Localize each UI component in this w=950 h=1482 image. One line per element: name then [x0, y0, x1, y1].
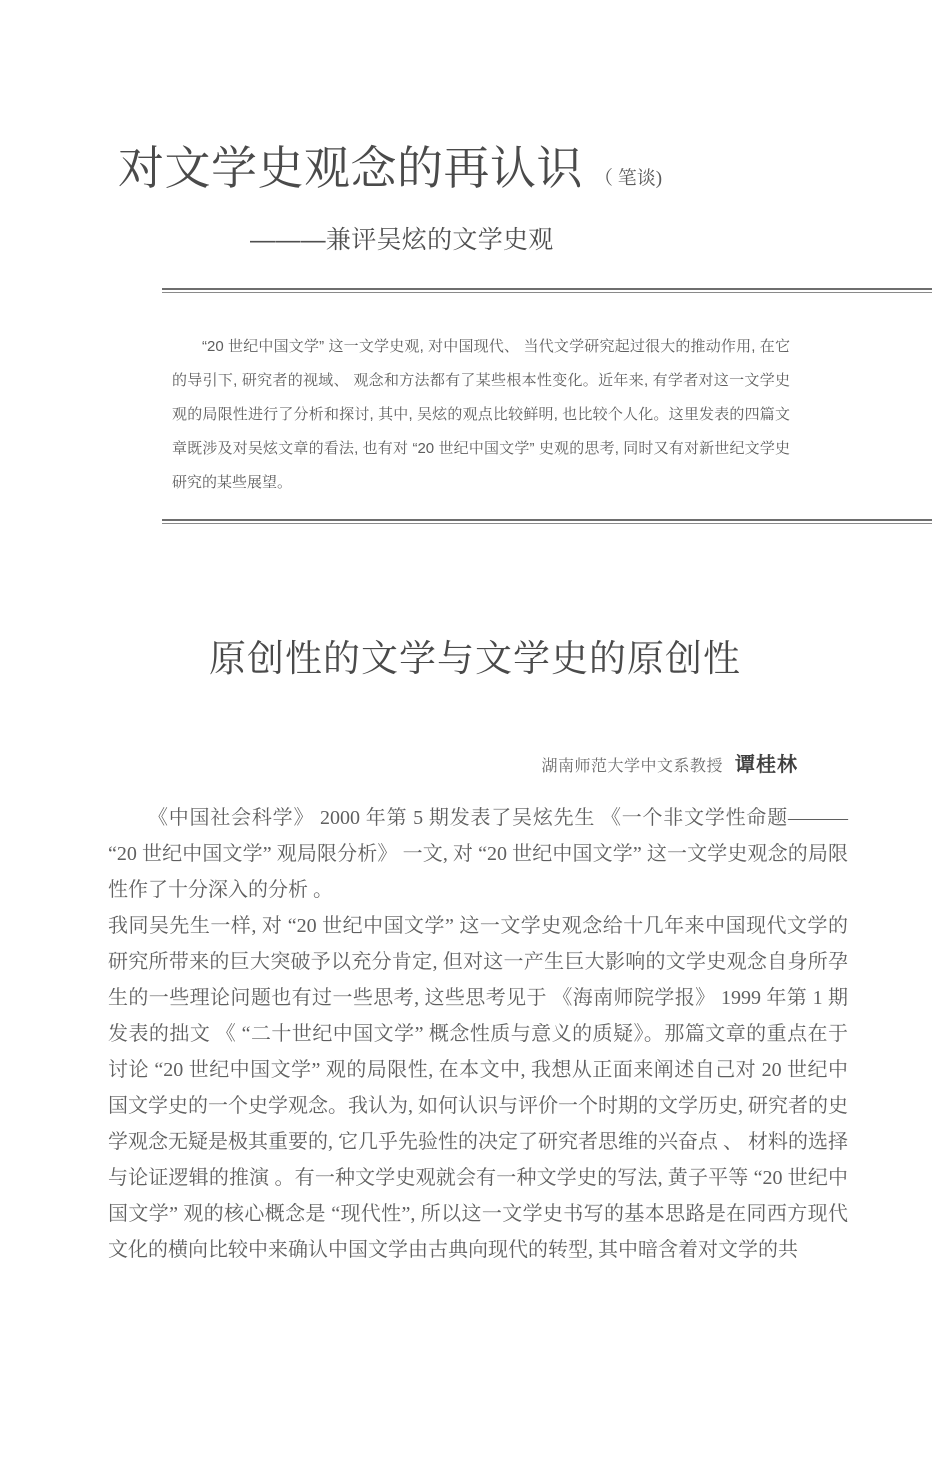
page-title: 对文学史观念的再认识: [118, 142, 583, 194]
abstract-bottom-rule: [162, 519, 932, 525]
main-title-row: [0, 140, 950, 198]
article-heading: 原创性的文学与文学史的原创性: [209, 638, 741, 679]
page-subtitle: ———兼评吴炫的文学史观: [250, 225, 554, 254]
title-block: [0, 140, 950, 256]
rule-thin-line: [162, 292, 932, 293]
author-name: 谭桂林: [735, 754, 798, 776]
article-body: [108, 800, 848, 1268]
subtitle-row: [0, 220, 950, 256]
author-affiliation: 湖南师范大学中文系教授: [541, 758, 723, 775]
byline: [541, 748, 798, 777]
abstract-text: “20 世纪中国文学” 这一文学史观, 对中国现代、 当代文学研究起过很大的推动作用, 在它的导引下, 研究者的视域、 观念和方法都有了某些根本性变化。近年来, 有学者对这一文学史观的局限性进行了分析和探讨, 其中, 吴炫的观点比较鲜明, 也比较个人化。这里发表的四篇文章既涉及对吴炫文章的看法, 也有对 “20 世纪中国文学” 史观的思考, 同时又有对新世纪文学史研究的某些展望。: [172, 338, 790, 491]
abstract-top-rule: [162, 288, 932, 294]
body-paragraph: 我同吴先生一样, 对 “20 世纪中国文学” 这一文学史观念给十几年来中国现代文学的研究所带来的巨大突破予以充分肯定, 但对这一产生巨大影响的文学史观念自身所孕生的一些理论问题也有过一些思考, 这些思考见于 《海南师院学报》 1999 年第 1 期发表的拙文 《 “二十世纪中国文学” 概念性质与意义的质疑》。那篇文章的重点在于讨论 “20 世纪中国文学” 观的局限性, 在本文中, 我想从正面来阐述自己对 20 世纪中国文学史的一个史学观念。我认为, 如何认识与评价一个时期的文学历史, 研究者的史学观念无疑是极其重要的, 它几乎先验性的决定了研究者思维的兴奋点 、 材料的选择与论证逻辑的推演 。有一种文学史观就会有一种文学史的写法, 黄子平等 “20 世纪中国文学” 观的核心概念是 “现代性”, 所以这一文学史书写的基本思路是在同西方现代文化的横向比较中来确认中国文学由古典向现代的转型, 其中暗含着对文学的共: [108, 915, 848, 1261]
rule-thin-line: [162, 523, 932, 524]
rule-thick-line: [162, 519, 932, 521]
rule-thick-line: [162, 288, 932, 290]
title-annotation: （ 笔谈): [594, 168, 663, 189]
body-paragraph: 《中国社会科学》 2000 年第 5 期发表了吴炫先生 《一个非文学性命题——— “20 世纪中国文学” 观局限分析》 一文, 对 “20 世纪中国文学” 这一文学史观念的局限性作了十分深入的分析 。: [108, 807, 848, 901]
